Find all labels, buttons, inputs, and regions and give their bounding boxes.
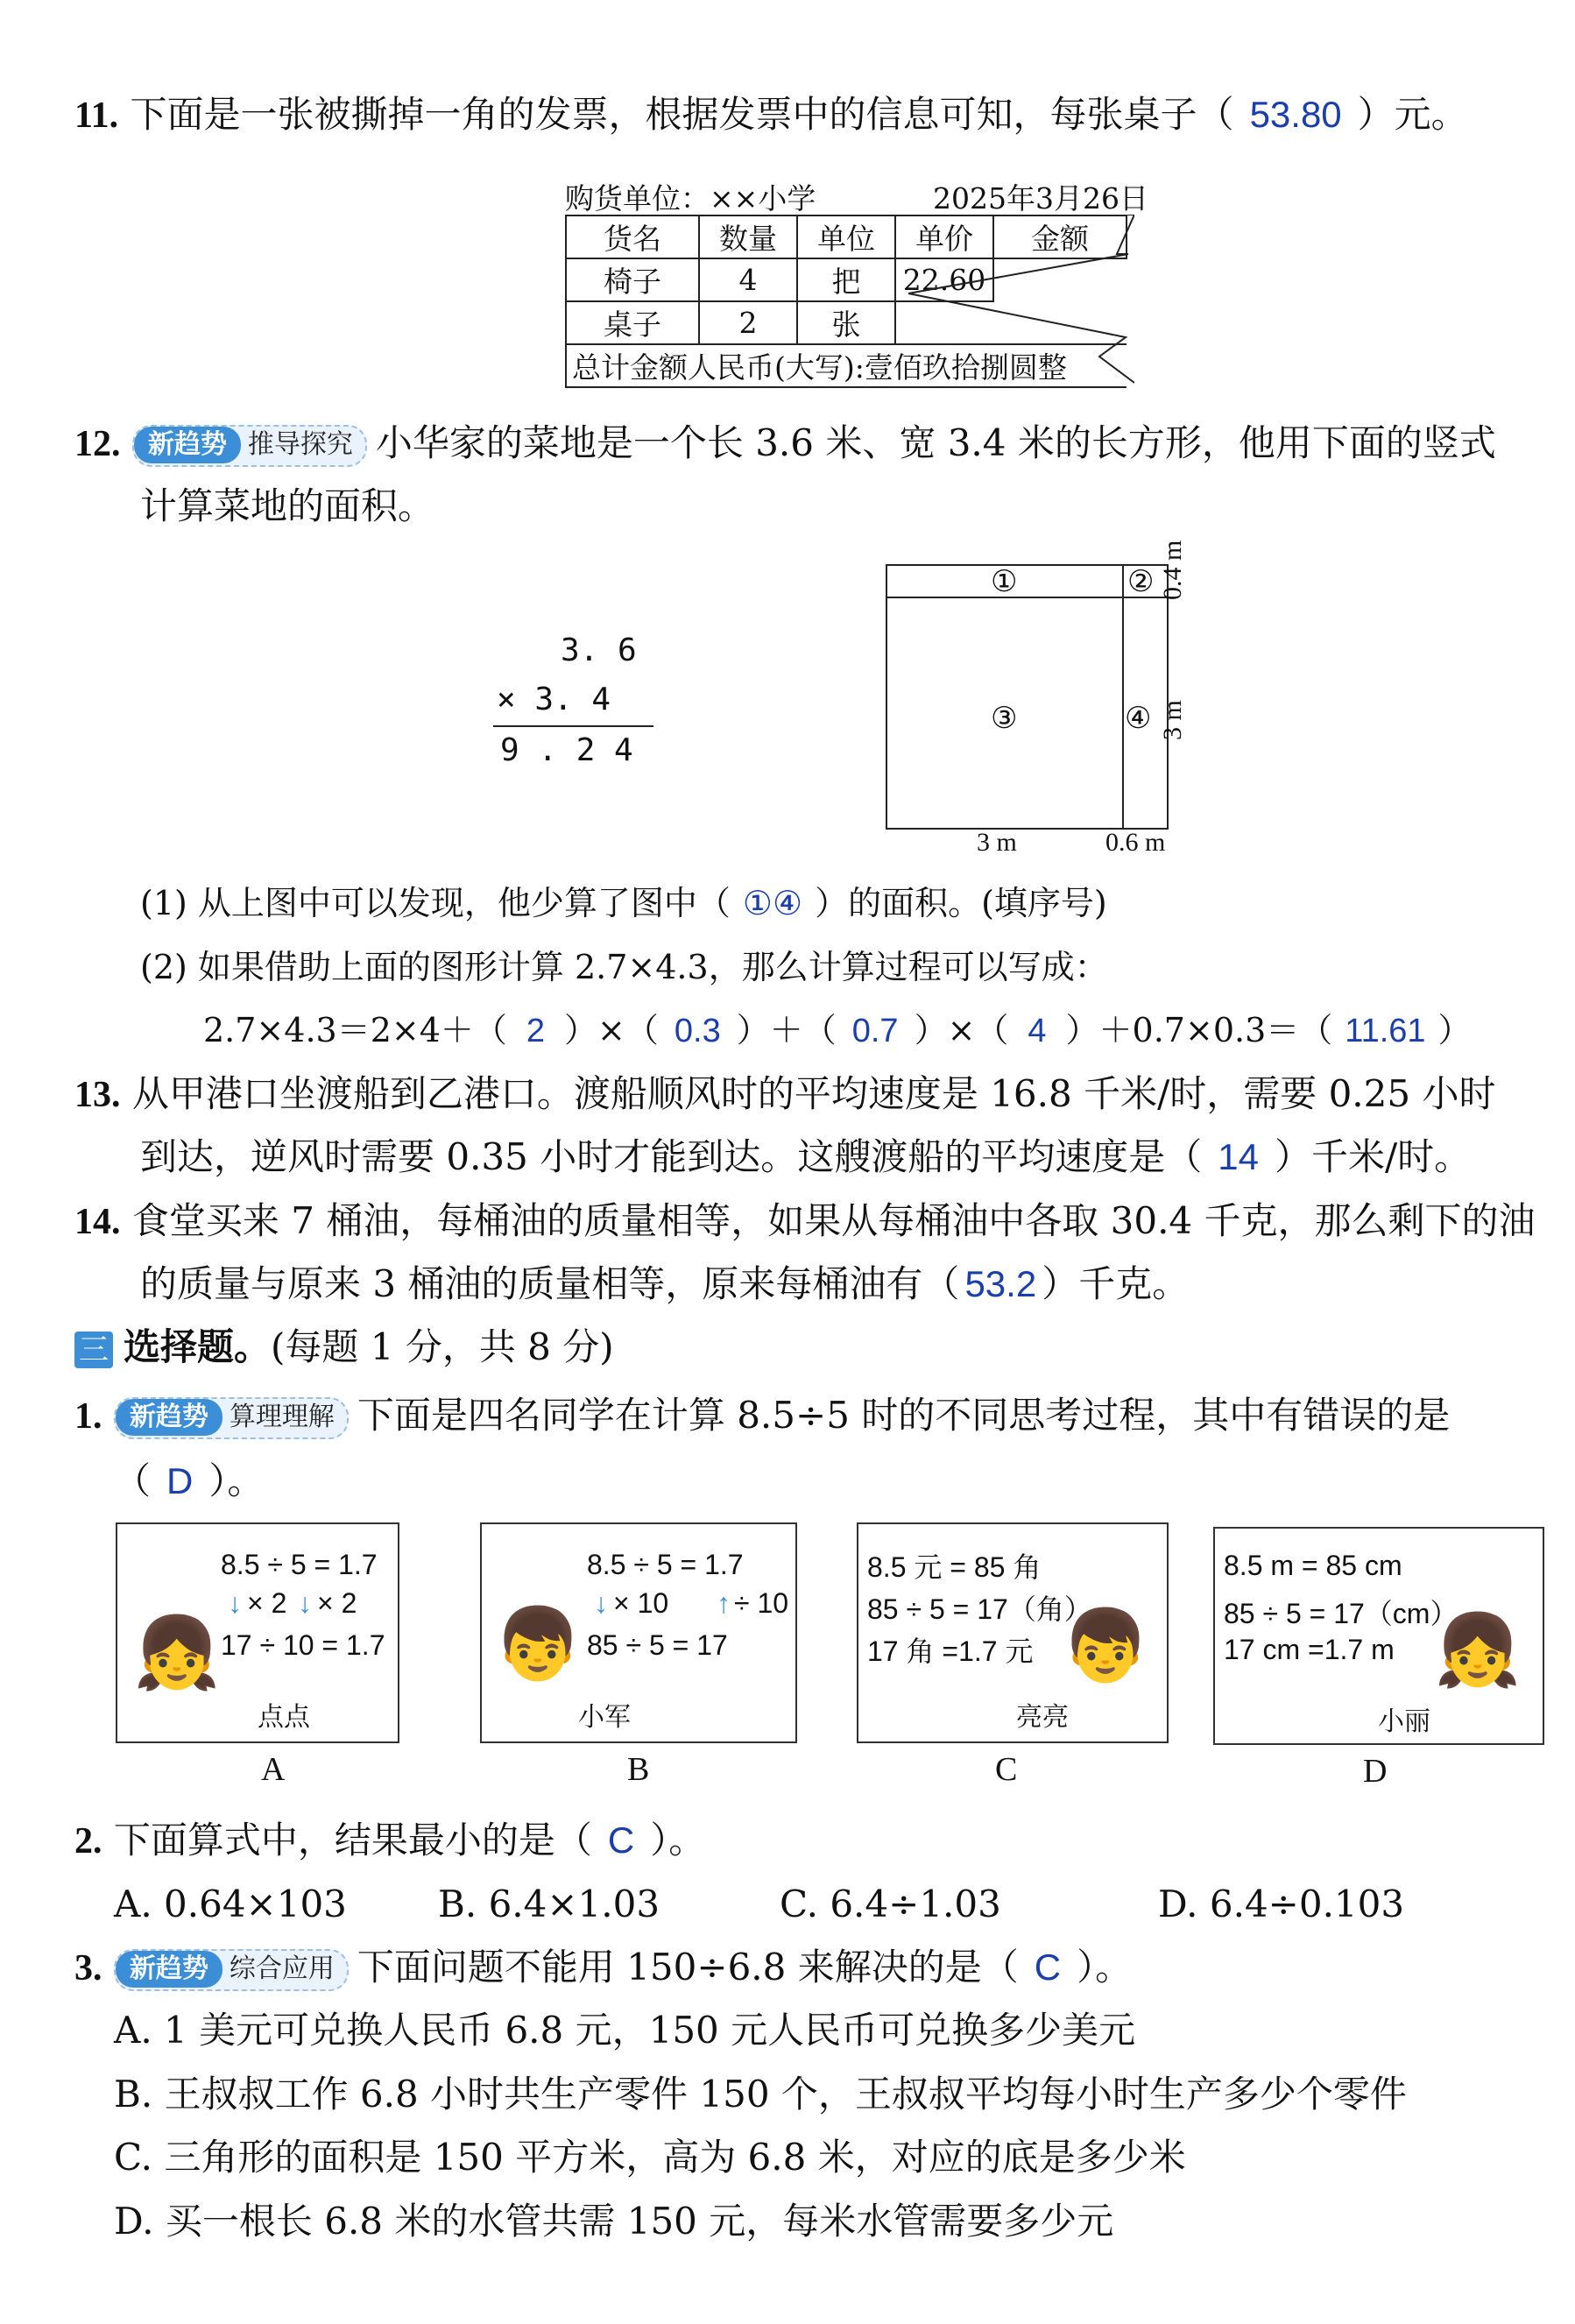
region-3: ③ [991, 703, 1018, 735]
c1-paren: ）。 [208, 1459, 265, 1502]
region-2: ② [1127, 566, 1155, 598]
invoice-header: 单位 [797, 215, 895, 258]
q12-part1-text-end: ）的面积。(填序号) [815, 884, 1107, 922]
eq-answer: 11.61 [1345, 1013, 1426, 1049]
arrow-down-icon: ↓ [228, 1587, 242, 1619]
c2-number: 2. [74, 1821, 102, 1861]
card-line: 17 角 =1.7 元 [867, 1635, 1034, 1667]
invoice-date: 2025年3月26日 [933, 181, 1148, 215]
card-letter: D [1363, 1753, 1388, 1790]
tag-trend: 新趋势 [116, 1951, 222, 1988]
card-line: 85 ÷ 5 = 17 [587, 1629, 728, 1661]
card-name: 亮亮 [1016, 1703, 1069, 1732]
student-boy-icon: 👦 [494, 1605, 582, 1683]
invoice-cell: 2 [699, 301, 797, 344]
q12-equation [203, 1007, 1472, 1054]
card-name: 小军 [578, 1703, 631, 1732]
q14-line2 [140, 1261, 1189, 1307]
dim-bottom-right: 0.6 m [1105, 828, 1166, 857]
eq-answer: 4 [1028, 1013, 1047, 1049]
c3-option-a: A. 1 美元可兑换人民币 6.8 元，150 元人民币可兑换多少美元 [114, 2009, 1136, 2052]
area-diagram [885, 561, 1200, 850]
q14-answer: 53.2 [964, 1263, 1037, 1304]
q14-line1 [74, 1198, 1536, 1245]
card-name: 小丽 [1378, 1707, 1430, 1736]
eq-answer: 0.3 [674, 1013, 721, 1049]
q12-number: 12. [74, 424, 121, 464]
c1-number: 1. [74, 1396, 102, 1437]
q11-text-end: ）元。 [1357, 93, 1468, 136]
c1-answer: D [166, 1460, 194, 1501]
eq-answer: 0.7 [851, 1013, 899, 1049]
invoice-header: 货名 [566, 215, 699, 258]
c2-text: 下面算式中，结果最小的是（ [113, 1819, 592, 1861]
c3-tag [114, 1949, 349, 1991]
card-op: × 10 [613, 1587, 669, 1619]
tag-type: 推导探究 [247, 429, 353, 460]
card-line: 8.5 元 = 85 角 [867, 1551, 1042, 1583]
card-line: 85 ÷ 5 = 17（角） [867, 1593, 1092, 1625]
q12-part1 [140, 880, 1107, 927]
card-op: ÷ 10 [734, 1587, 789, 1619]
invoice-header: 金额 [993, 215, 1127, 258]
dim-bottom-left: 3 m [977, 828, 1017, 857]
calc-mid: × 3. 4 [497, 682, 611, 717]
c3-line1 [74, 1945, 1132, 1991]
c2-option-a: A. 0.64×103 [114, 1883, 347, 1925]
dim-right: 3 m [1158, 700, 1187, 740]
c2-option-c: C. 6.4÷1.03 [780, 1883, 1001, 1925]
eq-text: 2.7×4.3＝2×4＋（ [203, 1011, 507, 1049]
card-b [480, 1522, 797, 1743]
q13-text: 从甲港口坐渡船到乙港口。渡船顺风时的平均速度是 16.8 千米/时，需要 0.25 小时 [131, 1072, 1496, 1115]
calc-result: 9 . 2 4 [500, 732, 633, 768]
c1-line2 [114, 1459, 264, 1504]
eq-answer: 2 [526, 1013, 546, 1049]
q13-line1 [74, 1071, 1495, 1118]
calc-top: 3. 6 [561, 632, 637, 668]
eq-text: ）＋（ [736, 1011, 837, 1049]
q12-line2: 计算菜地的面积。 [140, 484, 435, 527]
eq-text: ）×（ [914, 1011, 1009, 1049]
card-line: 17 cm =1.7 m [1224, 1634, 1395, 1665]
q14-text: 的质量与原来 3 桶油的质量相等，原来每桶油有（ [140, 1262, 960, 1305]
arrow-down-icon: ↓ [298, 1587, 312, 1619]
c1-line1 [74, 1393, 1450, 1439]
c3-text-end: ）。 [1077, 1946, 1133, 1988]
invoice-cell: 22.60 [895, 258, 993, 301]
tag-type: 算理理解 [229, 1402, 335, 1432]
q12-part1-text: (1) 从上图中可以发现，他少算了图中（ [140, 884, 731, 922]
q11-answer: 53.80 [1249, 94, 1342, 135]
tag-trend: 新趋势 [116, 1399, 222, 1436]
c3-option-b: B. 王叔叔工作 6.8 小时共生产零件 150 个，王叔叔平均每小时生产多少个零件 [114, 2073, 1407, 2116]
card-line: 8.5 ÷ 5 = 1.7 [221, 1549, 378, 1580]
c3-answer: C [1034, 1946, 1062, 1988]
card-op: × 2 [317, 1587, 357, 1619]
c3-option-d: D. 买一根长 6.8 米的水管共需 150 元，每米水管需要多少元 [114, 2200, 1114, 2243]
card-line: 85 ÷ 5 = 17（cm） [1224, 1598, 1458, 1629]
card-c [857, 1522, 1169, 1743]
q12-text: 小华家的菜地是一个长 3.6 米、宽 3.4 米的长方形，他用下面的竖式 [375, 421, 1496, 464]
dim-top: 0.4 m [1158, 540, 1187, 600]
card-line: 8.5 m = 85 cm [1224, 1550, 1402, 1581]
c3-number: 3. [74, 1948, 102, 1988]
q14-text: 食堂买来 7 桶油，每桶油的质量相等，如果从每桶油中各取 30.4 千克，那么剩下的油 [131, 1199, 1536, 1242]
tag-type: 综合应用 [229, 1953, 335, 1984]
c2-text-end: ）。 [650, 1819, 706, 1861]
invoice-header: 数量 [699, 215, 797, 258]
card-name: 点点 [258, 1703, 310, 1732]
section-header [74, 1324, 614, 1370]
invoice-cell: 椅子 [566, 258, 699, 301]
section-icon: 三 [74, 1332, 113, 1368]
q14-text-end: ）千克。 [1042, 1262, 1190, 1305]
card-d [1213, 1527, 1544, 1745]
q11-number: 11. [74, 95, 119, 136]
c3-option-c: C. 三角形的面积是 150 平方米，高为 6.8 米，对应的底是多少米 [114, 2136, 1186, 2179]
region-1: ① [991, 566, 1018, 598]
arrow-down-icon: ↓ [594, 1587, 608, 1619]
card-a [116, 1522, 399, 1743]
arrow-up-icon: ↑ [717, 1587, 731, 1619]
q14-number: 14. [74, 1202, 121, 1242]
tag-trend: 新趋势 [134, 427, 241, 463]
eq-text: ） [1437, 1011, 1472, 1049]
calc-rule [493, 725, 653, 727]
q12-tag [132, 425, 367, 467]
q13-answer: 14 [1218, 1136, 1259, 1177]
invoice-cell: 张 [797, 301, 895, 344]
q11-line [74, 92, 1468, 138]
c1-tag [114, 1397, 349, 1439]
q11-text: 下面是一张被撕掉一角的发票，根据发票中的信息可知，每张桌子（ [130, 93, 1234, 136]
diagram-outer [886, 565, 1168, 829]
eq-text: ）＋0.7×0.3＝（ [1065, 1011, 1333, 1049]
c2-line1 [74, 1818, 705, 1864]
region-4: ④ [1125, 703, 1152, 735]
q12-line1 [74, 420, 1496, 467]
q13-line2 [140, 1134, 1471, 1180]
section-title: 选择题。 [124, 1325, 272, 1368]
q13-text-end: ）千米/时。 [1274, 1135, 1472, 1178]
invoice-cell: 把 [797, 258, 895, 301]
q13-text: 到达，逆风时需要 0.35 小时才能到达。这艘渡船的平均速度是（ [140, 1135, 1203, 1178]
c2-answer: C [607, 1819, 635, 1861]
card-letter: C [995, 1751, 1018, 1788]
q12-part2: (2) 如果借助上面的图形计算 2.7×4.3，那么计算过程可以写成： [140, 948, 1108, 986]
invoice-total: 总计金额人民币(大写):壹佰玖拾捌圆整 [566, 344, 1127, 387]
eq-text: ）×（ [564, 1011, 659, 1049]
c3-text: 下面问题不能用 150÷6.8 来解决的是（ [357, 1946, 1019, 1988]
section-note: (每题 1 分，共 8 分) [271, 1325, 614, 1368]
c1-paren: （ [114, 1459, 152, 1502]
invoice-torn-edge [565, 215, 1134, 390]
invoice-header: 单价 [895, 215, 993, 258]
card-letter: A [261, 1751, 286, 1788]
invoice-cell: 桌子 [566, 301, 699, 344]
card-op: × 2 [247, 1587, 287, 1619]
invoice-buyer: 购货单位：××小学 [565, 181, 816, 215]
q13-number: 13. [74, 1075, 121, 1115]
c2-option-b: B. 6.4×1.03 [438, 1883, 660, 1925]
student-girl-icon: 👧 [133, 1614, 221, 1692]
card-letter: B [627, 1751, 650, 1788]
c1-text: 下面是四名同学在计算 8.5÷5 时的不同思考过程，其中有错误的是 [357, 1394, 1451, 1437]
invoice-cell: 4 [699, 258, 797, 301]
q12-part1-answer: ①④ [742, 886, 803, 922]
card-line: 8.5 ÷ 5 = 1.7 [587, 1549, 744, 1580]
student-boy-icon: 👦 [1062, 1607, 1149, 1685]
card-line: 17 ÷ 10 = 1.7 [221, 1629, 385, 1661]
student-girl-icon: 👧 [1434, 1611, 1522, 1689]
c2-option-d: D. 6.4÷0.103 [1158, 1883, 1405, 1925]
